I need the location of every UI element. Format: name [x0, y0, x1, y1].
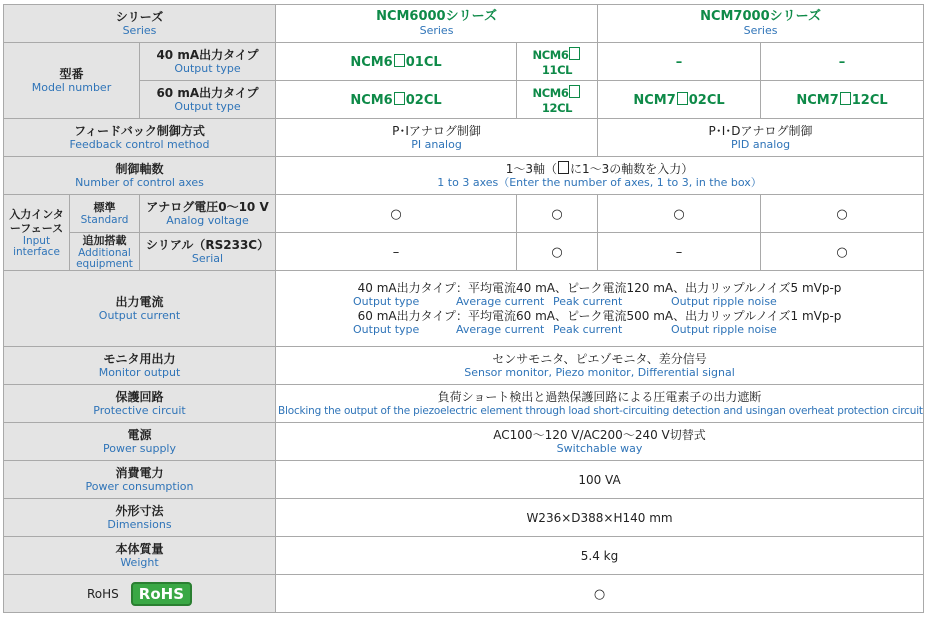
rohs-label: RoHS — [87, 586, 119, 601]
feedback-header: フィードバック制御方式 Feedback control method — [4, 119, 276, 157]
additional-header: 追加搭載 Additional equipment — [70, 233, 140, 271]
feedback-ncm7000: P･I･Dアナログ制御 PID analog — [598, 119, 924, 157]
box-icon — [394, 54, 405, 67]
model-number-header: 型番 Model number — [4, 43, 140, 119]
series-header: シリーズ Series — [4, 5, 276, 43]
output-current-row — [4, 271, 924, 347]
monitor-value: センサモニタ、ピエゾモニタ、差分信号 Sensor monitor, Piezo monitor, Differential signal — [276, 347, 924, 385]
series-row — [4, 5, 924, 43]
analog-voltage-header: アナログ電圧0～10 V Analog voltage — [140, 195, 276, 233]
axes-row — [4, 157, 924, 195]
standard-value-cell: ○ — [517, 195, 598, 233]
output-current-value: 40 mA出力タイプ：平均電流40 mA、ピーク電流120 mA、出力リップルノイズ5 mVp-p Output type Average current Peak current Output ripple noise 60 mA出力タイプ：平均電流60 mA、ピーク電流500 mA、出力リップルノイズ1 mVp-p Output type Average current Peak current Output ripple noise — [276, 271, 924, 347]
consumption-value: 100 VA — [276, 461, 924, 499]
rohs-row — [4, 575, 924, 613]
additional-value-cell: ○ — [517, 233, 598, 271]
model-cell: NCM612CL — [517, 81, 598, 119]
serial-header: シリアル（RS233C） Serial — [140, 233, 276, 271]
additional-value-cell: ○ — [761, 233, 924, 271]
power-supply-header: 電源 Power supply — [4, 423, 276, 461]
output-current-header: 出力電流 Output current — [4, 271, 276, 347]
rohs-value: ○ — [276, 575, 924, 613]
weight-row — [4, 537, 924, 575]
standard-value-cell: ○ — [276, 195, 517, 233]
power-supply-row — [4, 423, 924, 461]
input-additional-row — [4, 233, 924, 271]
ncm6000-series-header: NCM6000シリーズ Series — [276, 5, 598, 43]
rohs-badge-icon: RoHS — [131, 582, 192, 606]
weight-value: 5.4 kg — [276, 537, 924, 575]
model-row-60 — [4, 81, 924, 119]
box-icon — [677, 92, 688, 105]
weight-header: 本体質量 Weight — [4, 537, 276, 575]
input-standard-row — [4, 195, 924, 233]
standard-value-cell: ○ — [598, 195, 761, 233]
additional-value-cell: – — [276, 233, 517, 271]
dimensions-header: 外形寸法 Dimensions — [4, 499, 276, 537]
box-icon — [840, 92, 851, 105]
axes-value: 1～3軸（ に1～3の軸数を入力） 1 to 3 axes（Enter the number of axes, 1 to 3, in the box） — [276, 157, 924, 195]
model-cell: – — [761, 43, 924, 81]
box-icon — [569, 85, 580, 98]
dimensions-value: W236×D388×H140 mm — [276, 499, 924, 537]
box-icon — [569, 47, 580, 60]
rohs-header — [4, 575, 276, 613]
feedback-row — [4, 119, 924, 157]
model-cell: NCM7 12CL — [761, 81, 924, 119]
box-icon — [558, 161, 569, 174]
model-cell: NCM611CL — [517, 43, 598, 81]
model-cell: NCM7 02CL — [598, 81, 761, 119]
protective-row — [4, 385, 924, 423]
ncm7000-series-header: NCM7000シリーズ Series — [598, 5, 924, 43]
monitor-header: モニタ用出力 Monitor output — [4, 347, 276, 385]
dimensions-row — [4, 499, 924, 537]
protective-header: 保護回路 Protective circuit — [4, 385, 276, 423]
box-icon — [394, 92, 405, 105]
output-40-type-header: 40 mA出力タイプ Output type — [140, 43, 276, 81]
additional-value-cell: – — [598, 233, 761, 271]
model-cell: NCM6 01CL — [276, 43, 517, 81]
spec-table — [3, 4, 924, 613]
protective-value: 負荷ショート検出と過熱保護回路による圧電素子の出力遮断 Blocking the output of the piezoelectric element through load short-circuiting detection and usingan overheat protection circuit — [276, 385, 924, 423]
feedback-ncm6000: P･Iアナログ制御 PI analog — [276, 119, 598, 157]
standard-header: 標準 Standard — [70, 195, 140, 233]
axes-header: 制御軸数 Number of control axes — [4, 157, 276, 195]
consumption-row — [4, 461, 924, 499]
standard-value-cell: ○ — [761, 195, 924, 233]
input-interface-header: 入力インターフェース Input interface — [4, 195, 70, 271]
monitor-row — [4, 347, 924, 385]
output-60-type-header: 60 mA出力タイプ Output type — [140, 81, 276, 119]
model-cell: – — [598, 43, 761, 81]
model-cell: NCM6 02CL — [276, 81, 517, 119]
consumption-header: 消費電力 Power consumption — [4, 461, 276, 499]
model-row-40 — [4, 43, 924, 81]
power-supply-value: AC100～120 V/AC200～240 V切替式 Switchable way — [276, 423, 924, 461]
